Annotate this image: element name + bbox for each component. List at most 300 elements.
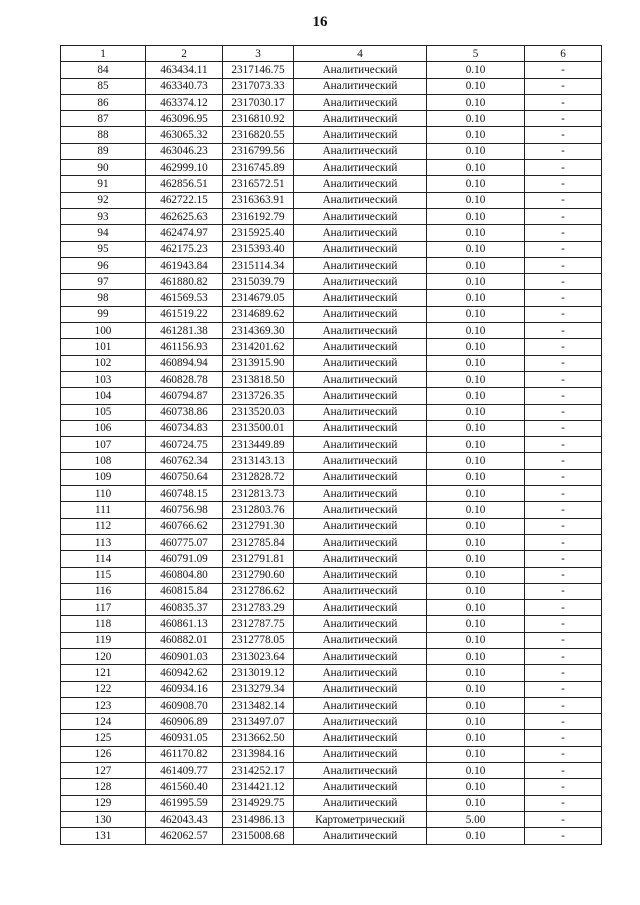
x-coordinate-cell: 463434.11 (146, 62, 223, 78)
note-cell: - (525, 616, 602, 632)
accuracy-cell: 0.10 (427, 160, 525, 176)
method-cell: Аналитический (294, 697, 427, 713)
accuracy-cell: 0.10 (427, 730, 525, 746)
point-number-cell: 120 (61, 648, 146, 664)
table-row (61, 192, 602, 208)
y-coordinate-cell: 2316363.91 (223, 192, 294, 208)
note-cell: - (525, 648, 602, 664)
x-coordinate-cell: 462043.43 (146, 811, 223, 827)
y-coordinate-cell: 2314986.13 (223, 811, 294, 827)
table-row (61, 681, 602, 697)
note-cell: - (525, 486, 602, 502)
method-cell: Аналитический (294, 632, 427, 648)
table-row (61, 339, 602, 355)
table-row (61, 323, 602, 339)
method-cell: Аналитический (294, 746, 427, 762)
method-cell: Картометрический (294, 811, 427, 827)
table-row (61, 371, 602, 387)
y-coordinate-cell: 2313818.50 (223, 371, 294, 387)
accuracy-cell: 0.10 (427, 583, 525, 599)
x-coordinate-cell: 460791.09 (146, 551, 223, 567)
table-header-row (61, 46, 602, 62)
method-cell: Аналитический (294, 323, 427, 339)
x-coordinate-cell: 460804.80 (146, 567, 223, 583)
table-row (61, 583, 602, 599)
x-coordinate-cell: 461569.53 (146, 290, 223, 306)
accuracy-cell: 0.10 (427, 518, 525, 534)
x-coordinate-cell: 460738.86 (146, 404, 223, 420)
table-row (61, 518, 602, 534)
note-cell: - (525, 225, 602, 241)
note-cell: - (525, 518, 602, 534)
note-cell: - (525, 160, 602, 176)
note-cell: - (525, 502, 602, 518)
point-number-cell: 129 (61, 795, 146, 811)
y-coordinate-cell: 2313482.14 (223, 697, 294, 713)
table-row (61, 665, 602, 681)
point-number-cell: 130 (61, 811, 146, 827)
table-row (61, 404, 602, 420)
note-cell: - (525, 697, 602, 713)
y-coordinate-cell: 2315039.79 (223, 274, 294, 290)
y-coordinate-cell: 2313019.12 (223, 665, 294, 681)
table-row (61, 763, 602, 779)
point-number-cell: 100 (61, 323, 146, 339)
note-cell: - (525, 388, 602, 404)
table-row (61, 257, 602, 273)
point-number-cell: 110 (61, 486, 146, 502)
y-coordinate-cell: 2316572.51 (223, 176, 294, 192)
point-number-cell: 116 (61, 583, 146, 599)
point-number-cell: 103 (61, 371, 146, 387)
table-row (61, 176, 602, 192)
accuracy-cell: 0.10 (427, 697, 525, 713)
accuracy-cell: 0.10 (427, 763, 525, 779)
method-cell: Аналитический (294, 567, 427, 583)
point-number-cell: 128 (61, 779, 146, 795)
method-cell: Аналитический (294, 241, 427, 257)
point-number-cell: 113 (61, 534, 146, 550)
note-cell: - (525, 534, 602, 550)
column-header-4: 4 (294, 46, 427, 62)
y-coordinate-cell: 2312828.72 (223, 469, 294, 485)
accuracy-cell: 0.10 (427, 111, 525, 127)
x-coordinate-cell: 460762.34 (146, 453, 223, 469)
accuracy-cell: 0.10 (427, 78, 525, 94)
y-coordinate-cell: 2314421.12 (223, 779, 294, 795)
y-coordinate-cell: 2316810.92 (223, 111, 294, 127)
method-cell: Аналитический (294, 795, 427, 811)
y-coordinate-cell: 2313500.01 (223, 420, 294, 436)
x-coordinate-cell: 460931.05 (146, 730, 223, 746)
note-cell: - (525, 795, 602, 811)
x-coordinate-cell: 461943.84 (146, 257, 223, 273)
note-cell: - (525, 62, 602, 78)
accuracy-cell: 0.10 (427, 339, 525, 355)
method-cell: Аналитический (294, 779, 427, 795)
accuracy-cell: 0.10 (427, 257, 525, 273)
accuracy-cell: 0.10 (427, 274, 525, 290)
table-row (61, 453, 602, 469)
accuracy-cell: 0.10 (427, 127, 525, 143)
point-number-cell: 122 (61, 681, 146, 697)
x-coordinate-cell: 461281.38 (146, 323, 223, 339)
table-row (61, 795, 602, 811)
accuracy-cell: 0.10 (427, 241, 525, 257)
x-coordinate-cell: 460934.16 (146, 681, 223, 697)
y-coordinate-cell: 2313497.07 (223, 714, 294, 730)
y-coordinate-cell: 2316745.89 (223, 160, 294, 176)
accuracy-cell: 0.10 (427, 355, 525, 371)
table-row (61, 78, 602, 94)
x-coordinate-cell: 460756.98 (146, 502, 223, 518)
x-coordinate-cell: 460775.07 (146, 534, 223, 550)
x-coordinate-cell: 461156.93 (146, 339, 223, 355)
point-number-cell: 91 (61, 176, 146, 192)
table-row (61, 306, 602, 322)
note-cell: - (525, 355, 602, 371)
method-cell: Аналитический (294, 420, 427, 436)
y-coordinate-cell: 2312803.76 (223, 502, 294, 518)
accuracy-cell: 0.10 (427, 681, 525, 697)
y-coordinate-cell: 2313984.16 (223, 746, 294, 762)
accuracy-cell: 0.10 (427, 534, 525, 550)
note-cell: - (525, 811, 602, 827)
point-number-cell: 93 (61, 208, 146, 224)
x-coordinate-cell: 461995.59 (146, 795, 223, 811)
method-cell: Аналитический (294, 192, 427, 208)
method-cell: Аналитический (294, 469, 427, 485)
method-cell: Аналитический (294, 453, 427, 469)
method-cell: Аналитический (294, 714, 427, 730)
method-cell: Аналитический (294, 404, 427, 420)
method-cell: Аналитический (294, 78, 427, 94)
point-number-cell: 109 (61, 469, 146, 485)
note-cell: - (525, 469, 602, 485)
accuracy-cell: 0.10 (427, 176, 525, 192)
note-cell: - (525, 257, 602, 273)
accuracy-cell: 5.00 (427, 811, 525, 827)
method-cell: Аналитический (294, 583, 427, 599)
x-coordinate-cell: 460766.62 (146, 518, 223, 534)
note-cell: - (525, 306, 602, 322)
y-coordinate-cell: 2317073.33 (223, 78, 294, 94)
accuracy-cell: 0.10 (427, 62, 525, 78)
x-coordinate-cell: 463096.95 (146, 111, 223, 127)
note-cell: - (525, 323, 602, 339)
point-number-cell: 123 (61, 697, 146, 713)
accuracy-cell: 0.10 (427, 828, 525, 844)
point-number-cell: 90 (61, 160, 146, 176)
y-coordinate-cell: 2313023.64 (223, 648, 294, 664)
method-cell: Аналитический (294, 160, 427, 176)
point-number-cell: 89 (61, 143, 146, 159)
table-row (61, 62, 602, 78)
point-number-cell: 115 (61, 567, 146, 583)
accuracy-cell: 0.10 (427, 306, 525, 322)
x-coordinate-cell: 461170.82 (146, 746, 223, 762)
table-row (61, 143, 602, 159)
note-cell: - (525, 632, 602, 648)
method-cell: Аналитический (294, 355, 427, 371)
note-cell: - (525, 779, 602, 795)
x-coordinate-cell: 460724.75 (146, 437, 223, 453)
note-cell: - (525, 78, 602, 94)
table-row (61, 600, 602, 616)
table-row (61, 632, 602, 648)
point-number-cell: 98 (61, 290, 146, 306)
table-row (61, 437, 602, 453)
note-cell: - (525, 404, 602, 420)
point-number-cell: 92 (61, 192, 146, 208)
method-cell: Аналитический (294, 208, 427, 224)
method-cell: Аналитический (294, 665, 427, 681)
point-number-cell: 118 (61, 616, 146, 632)
x-coordinate-cell: 462722.15 (146, 192, 223, 208)
point-number-cell: 124 (61, 714, 146, 730)
method-cell: Аналитический (294, 763, 427, 779)
note-cell: - (525, 208, 602, 224)
method-cell: Аналитический (294, 225, 427, 241)
method-cell: Аналитический (294, 257, 427, 273)
table-row (61, 567, 602, 583)
x-coordinate-cell: 460734.83 (146, 420, 223, 436)
y-coordinate-cell: 2312786.62 (223, 583, 294, 599)
table-row (61, 388, 602, 404)
accuracy-cell: 0.10 (427, 453, 525, 469)
note-cell: - (525, 111, 602, 127)
method-cell: Аналитический (294, 616, 427, 632)
point-number-cell: 114 (61, 551, 146, 567)
note-cell: - (525, 828, 602, 844)
x-coordinate-cell: 460882.01 (146, 632, 223, 648)
table-row (61, 534, 602, 550)
y-coordinate-cell: 2313143.13 (223, 453, 294, 469)
point-number-cell: 99 (61, 306, 146, 322)
y-coordinate-cell: 2315114.34 (223, 257, 294, 273)
y-coordinate-cell: 2312813.73 (223, 486, 294, 502)
note-cell: - (525, 600, 602, 616)
page-number: 16 (312, 14, 328, 30)
method-cell: Аналитический (294, 486, 427, 502)
point-number-cell: 86 (61, 94, 146, 110)
table-row (61, 828, 602, 844)
note-cell: - (525, 437, 602, 453)
y-coordinate-cell: 2312791.30 (223, 518, 294, 534)
note-cell: - (525, 583, 602, 599)
accuracy-cell: 0.10 (427, 420, 525, 436)
accuracy-cell: 0.10 (427, 486, 525, 502)
table-row (61, 208, 602, 224)
column-header-2: 2 (146, 46, 223, 62)
accuracy-cell: 0.10 (427, 600, 525, 616)
accuracy-cell: 0.10 (427, 437, 525, 453)
x-coordinate-cell: 461560.40 (146, 779, 223, 795)
method-cell: Аналитический (294, 306, 427, 322)
note-cell: - (525, 763, 602, 779)
point-number-cell: 88 (61, 127, 146, 143)
method-cell: Аналитический (294, 143, 427, 159)
accuracy-cell: 0.10 (427, 551, 525, 567)
y-coordinate-cell: 2317030.17 (223, 94, 294, 110)
point-number-cell: 107 (61, 437, 146, 453)
table-body (61, 62, 602, 844)
y-coordinate-cell: 2314252.17 (223, 763, 294, 779)
x-coordinate-cell: 460942.62 (146, 665, 223, 681)
table-row (61, 127, 602, 143)
method-cell: Аналитический (294, 388, 427, 404)
table-row (61, 94, 602, 110)
method-cell: Аналитический (294, 534, 427, 550)
note-cell: - (525, 551, 602, 567)
accuracy-cell: 0.10 (427, 208, 525, 224)
point-number-cell: 94 (61, 225, 146, 241)
point-number-cell: 101 (61, 339, 146, 355)
y-coordinate-cell: 2313662.50 (223, 730, 294, 746)
accuracy-cell: 0.10 (427, 225, 525, 241)
method-cell: Аналитический (294, 681, 427, 697)
y-coordinate-cell: 2312783.29 (223, 600, 294, 616)
point-number-cell: 102 (61, 355, 146, 371)
x-coordinate-cell: 460901.03 (146, 648, 223, 664)
accuracy-cell: 0.10 (427, 632, 525, 648)
table-row (61, 225, 602, 241)
y-coordinate-cell: 2313279.34 (223, 681, 294, 697)
point-number-cell: 105 (61, 404, 146, 420)
method-cell: Аналитический (294, 551, 427, 567)
y-coordinate-cell: 2314689.62 (223, 306, 294, 322)
method-cell: Аналитический (294, 94, 427, 110)
note-cell: - (525, 127, 602, 143)
accuracy-cell: 0.10 (427, 371, 525, 387)
coordinates-table (60, 45, 602, 845)
note-cell: - (525, 192, 602, 208)
accuracy-cell: 0.10 (427, 192, 525, 208)
x-coordinate-cell: 462474.97 (146, 225, 223, 241)
accuracy-cell: 0.10 (427, 143, 525, 159)
table-row (61, 274, 602, 290)
column-header-1: 1 (61, 46, 146, 62)
table-row (61, 551, 602, 567)
table-row (61, 730, 602, 746)
table-row (61, 486, 602, 502)
x-coordinate-cell: 462999.10 (146, 160, 223, 176)
table-row (61, 355, 602, 371)
x-coordinate-cell: 462625.63 (146, 208, 223, 224)
x-coordinate-cell: 463046.23 (146, 143, 223, 159)
method-cell: Аналитический (294, 600, 427, 616)
x-coordinate-cell: 460794.87 (146, 388, 223, 404)
table-row (61, 746, 602, 762)
x-coordinate-cell: 461880.82 (146, 274, 223, 290)
accuracy-cell: 0.10 (427, 779, 525, 795)
point-number-cell: 121 (61, 665, 146, 681)
y-coordinate-cell: 2316799.56 (223, 143, 294, 159)
accuracy-cell: 0.10 (427, 567, 525, 583)
x-coordinate-cell: 463374.12 (146, 94, 223, 110)
note-cell: - (525, 176, 602, 192)
table-row (61, 160, 602, 176)
y-coordinate-cell: 2312787.75 (223, 616, 294, 632)
accuracy-cell: 0.10 (427, 469, 525, 485)
accuracy-cell: 0.10 (427, 502, 525, 518)
accuracy-cell: 0.10 (427, 290, 525, 306)
table-row (61, 241, 602, 257)
note-cell: - (525, 339, 602, 355)
note-cell: - (525, 567, 602, 583)
accuracy-cell: 0.10 (427, 323, 525, 339)
point-number-cell: 87 (61, 111, 146, 127)
accuracy-cell: 0.10 (427, 746, 525, 762)
x-coordinate-cell: 462175.23 (146, 241, 223, 257)
method-cell: Аналитический (294, 518, 427, 534)
note-cell: - (525, 746, 602, 762)
point-number-cell: 119 (61, 632, 146, 648)
point-number-cell: 106 (61, 420, 146, 436)
point-number-cell: 126 (61, 746, 146, 762)
method-cell: Аналитический (294, 176, 427, 192)
y-coordinate-cell: 2314679.05 (223, 290, 294, 306)
y-coordinate-cell: 2312791.81 (223, 551, 294, 567)
note-cell: - (525, 274, 602, 290)
x-coordinate-cell: 460908.70 (146, 697, 223, 713)
table-row (61, 290, 602, 306)
method-cell: Аналитический (294, 371, 427, 387)
y-coordinate-cell: 2315393.40 (223, 241, 294, 257)
note-cell: - (525, 420, 602, 436)
y-coordinate-cell: 2315008.68 (223, 828, 294, 844)
note-cell: - (525, 94, 602, 110)
point-number-cell: 125 (61, 730, 146, 746)
y-coordinate-cell: 2314201.62 (223, 339, 294, 355)
method-cell: Аналитический (294, 502, 427, 518)
point-number-cell: 95 (61, 241, 146, 257)
note-cell: - (525, 241, 602, 257)
y-coordinate-cell: 2312785.84 (223, 534, 294, 550)
accuracy-cell: 0.10 (427, 714, 525, 730)
accuracy-cell: 0.10 (427, 665, 525, 681)
x-coordinate-cell: 463065.32 (146, 127, 223, 143)
point-number-cell: 97 (61, 274, 146, 290)
method-cell: Аналитический (294, 828, 427, 844)
x-coordinate-cell: 461409.77 (146, 763, 223, 779)
point-number-cell: 96 (61, 257, 146, 273)
x-coordinate-cell: 460861.13 (146, 616, 223, 632)
accuracy-cell: 0.10 (427, 404, 525, 420)
x-coordinate-cell: 461519.22 (146, 306, 223, 322)
table-row (61, 469, 602, 485)
table-row (61, 779, 602, 795)
table-row (61, 697, 602, 713)
y-coordinate-cell: 2313726.35 (223, 388, 294, 404)
point-number-cell: 84 (61, 62, 146, 78)
table-row (61, 714, 602, 730)
point-number-cell: 117 (61, 600, 146, 616)
method-cell: Аналитический (294, 111, 427, 127)
point-number-cell: 85 (61, 78, 146, 94)
y-coordinate-cell: 2313449.89 (223, 437, 294, 453)
table-row (61, 502, 602, 518)
note-cell: - (525, 143, 602, 159)
accuracy-cell: 0.10 (427, 616, 525, 632)
y-coordinate-cell: 2314929.75 (223, 795, 294, 811)
accuracy-cell: 0.10 (427, 795, 525, 811)
x-coordinate-cell: 460906.89 (146, 714, 223, 730)
note-cell: - (525, 290, 602, 306)
accuracy-cell: 0.10 (427, 388, 525, 404)
note-cell: - (525, 371, 602, 387)
x-coordinate-cell: 460748.15 (146, 486, 223, 502)
